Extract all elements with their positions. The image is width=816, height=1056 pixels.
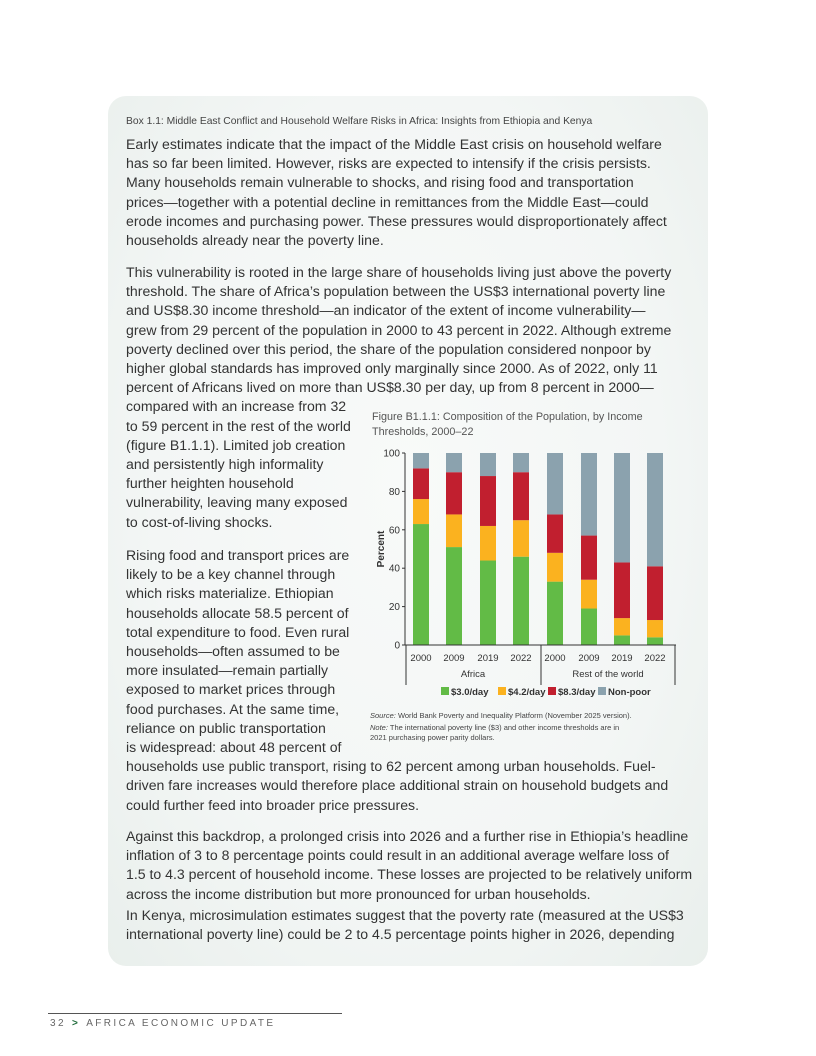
bar-segment (581, 453, 597, 536)
bar-segment (446, 453, 462, 472)
bar-segment (446, 472, 462, 514)
y-tick-label: 0 (394, 640, 400, 652)
paragraph-food-transport: Rising food and transport prices are likely to be a key channel through which risks materialize. Ethiopian households allocate 58.5 percent of total expenditure to food. Even rural households—often assumed to be more insulated—remain partially exposed to market prices through food purchases. At the same time, reliance on public transportation is widespread: about 48 percent of households use public transport, rising to 62 percent among urban households. Fuel- driven fare increases would therefore place additional strain on household budgets and could further feed into broader price pressures. (126, 547, 669, 813)
page-number: 32 (50, 1018, 66, 1029)
group-label-rest-of-world: Rest of the world (572, 669, 644, 680)
legend-label: $8.3/day (558, 687, 596, 698)
page-footer (50, 1018, 275, 1029)
y-tick-label: 60 (388, 525, 400, 537)
legend-label: $4.2/day (508, 687, 546, 698)
bar-segment (513, 472, 529, 520)
bar-segment (413, 499, 429, 524)
bar-segment (547, 553, 563, 582)
x-tick-label: 2000 (410, 653, 432, 664)
legend-swatch (548, 687, 556, 695)
bar-segment (581, 536, 597, 580)
paragraph-early-estimates: Early estimates indicate that the impact of the Middle East crisis on household welfare has so far been limited. However, risks are expected to intensify if the crisis persists. Many households remain vulnerable to shocks, and rising food and transportation prices—together with a potential decline in remittances from the Middle East—could erode incomes and purchasing power. These pressures would disproportionately affect households already near the poverty line. (126, 136, 667, 249)
bar-segment (513, 557, 529, 645)
x-tick-label: 2000 (544, 653, 566, 664)
bar-segment (480, 476, 496, 526)
x-tick-label: 2019 (477, 653, 499, 664)
legend-swatch (598, 687, 606, 695)
legend-swatch (441, 687, 449, 695)
bar-segment (647, 620, 663, 637)
bar-segment (614, 618, 630, 635)
bar-segment (413, 468, 429, 499)
bar-segment (647, 637, 663, 645)
bar-segment (547, 582, 563, 645)
figure-source-notes (370, 711, 700, 745)
bar-segment (647, 453, 663, 566)
legend-swatch (498, 687, 506, 695)
publication-title: AFRICA ECONOMIC UPDATE (86, 1018, 276, 1029)
paragraph-ethiopia-inflation: Against this backdrop, a prolonged crisis into 2026 and a further rise in Ethiopia’s headline inflation of 3 to 8 percentage points could result in an additional average welfare loss of 1.5 to 4.3 percent of household income. These losses are projected to be relatively uniform across the income distribution but more pronounced for urban households. (126, 828, 693, 902)
bar-segment (480, 526, 496, 561)
bar-segment (547, 453, 563, 514)
bar-segment (513, 520, 529, 556)
paragraph-vulnerability: This vulnerability is rooted in the large share of households living just above the poverty threshold. The share of Africa’s population between the US$3 international poverty line and US$8.30 income threshold—an indicator of the extent of income vulnerability— grew from 29 percent of the population in 2000 to 43 percent in 2022. Although extreme poverty declined over this period, the share of the population considered nonpoor by higher global standards has improved only marginally since 2000. As of 2022, only 11 percent of Africans lived on more than US$8.30 per day, up from 8 percent in 2000— compared with an increase from 32 to 59 percent in the rest of the world (figure B1.1.1). Limited job creation and persistently high informality further heighten household vulnerability, leaving many exposed to cost-of-living shocks. (126, 264, 672, 530)
bar-segment (413, 453, 429, 468)
bar-segment (446, 547, 462, 645)
x-tick-label: 2022 (510, 653, 532, 664)
y-axis-label: Percent (376, 530, 387, 568)
stacked-bar-chart (370, 445, 690, 710)
chevron-right-icon: > (71, 1018, 81, 1029)
bar-segment (647, 566, 663, 620)
figure-note: Note: The international poverty line ($3) and other income thresholds are in 2021 purchasing power parity dollars. (370, 723, 620, 742)
legend-label: $3.0/day (451, 687, 489, 698)
bar-segment (413, 524, 429, 645)
y-tick-label: 20 (388, 602, 400, 614)
figure-title: Figure B1.1.1: Composition of the Population, by Income Thresholds, 2000–22 (372, 411, 643, 438)
x-tick-label: 2022 (644, 653, 666, 664)
y-tick-label: 80 (388, 486, 400, 498)
y-tick-label: 40 (388, 563, 400, 575)
group-label-africa: Africa (460, 669, 486, 680)
x-tick-label: 2009 (578, 653, 600, 664)
paragraph-kenya: In Kenya, microsimulation estimates suggest that the poverty rate (measured at the US$3 international poverty line) could be 2 to 4.5 percentage points higher in 2026, depending (126, 907, 684, 943)
bar-segment (480, 453, 496, 476)
bar-segment (480, 561, 496, 645)
figure-source: Source: World Bank Poverty and Inequality Platform (November 2025 version). (370, 711, 632, 720)
bar-segment (446, 514, 462, 547)
chart-canvas (370, 445, 690, 710)
bar-segment (614, 453, 630, 562)
bar-segment (581, 580, 597, 609)
bar-segment (614, 635, 630, 645)
bar-segment (547, 514, 563, 552)
bar-segment (581, 609, 597, 645)
bar-segment (513, 453, 529, 472)
y-tick-label: 100 (383, 448, 400, 460)
legend-label: Non-poor (608, 687, 651, 698)
x-tick-label: 2009 (443, 653, 465, 664)
box-title: Box 1.1: Middle East Conflict and Household Welfare Risks in Africa: Insights from Ethiopia and Kenya (126, 116, 593, 127)
x-tick-label: 2019 (611, 653, 633, 664)
bar-segment (614, 562, 630, 618)
footer-divider (48, 1013, 342, 1014)
